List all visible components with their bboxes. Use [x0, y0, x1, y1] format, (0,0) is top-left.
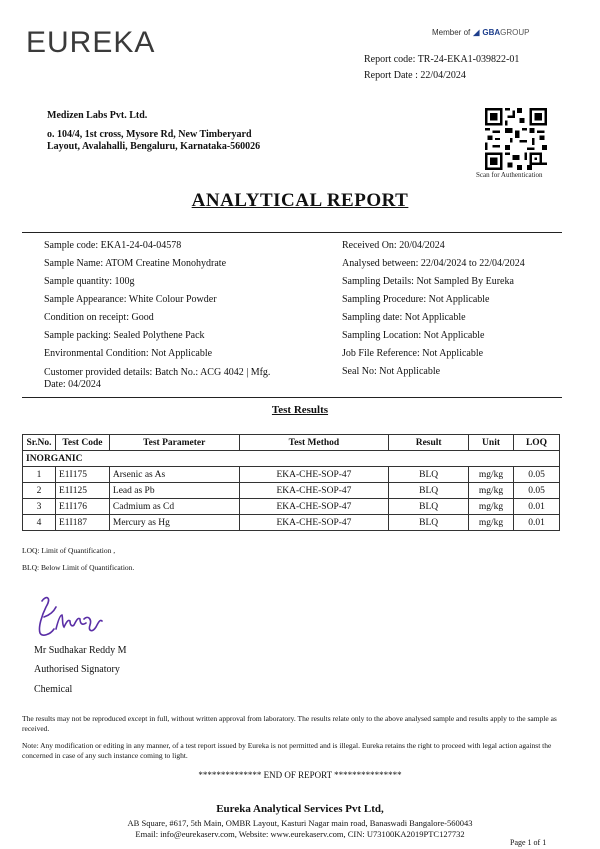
- gba-logo-icon: ◢: [473, 28, 480, 37]
- test-results-title: Test Results: [271, 404, 329, 416]
- cell-result: BLQ: [389, 515, 469, 531]
- client-name: Medizen Labs Pvt. Ltd.: [47, 110, 148, 121]
- cell-loq: 0.01: [514, 515, 560, 531]
- client-address: o. 104/4, 1st cross, Mysore Rd, New Timberyard Layout, Avalahalli, Bengaluru, Karnataka-560026: [47, 129, 261, 152]
- detail-seal-no: Seal No: Not Applicable: [342, 366, 441, 377]
- footer-address: AB Square, #617, 5th Main, OMBR Layout, Kasturi Nagar main road, Banaswadi Bangalore-560043: [127, 818, 473, 828]
- table-row: [23, 467, 560, 483]
- divider-top: [22, 232, 562, 233]
- cell-code: E1I176: [55, 499, 109, 515]
- page-number: Page 1 of 1: [510, 838, 547, 847]
- col-header: Test Method: [239, 435, 389, 451]
- cell-loq: 0.05: [514, 467, 560, 483]
- col-header: Unit: [469, 435, 514, 451]
- cell-code: E1I187: [55, 515, 109, 531]
- col-header: Result: [389, 435, 469, 451]
- detail-sample-quantity: Sample quantity: 100g: [44, 276, 135, 287]
- col-header: LOQ: [514, 435, 560, 451]
- detail-sample-name: Sample Name: ATOM Creatine Monohydrate: [44, 258, 227, 269]
- signature-icon: [32, 593, 112, 641]
- cell-parameter: Arsenic as As: [109, 467, 239, 483]
- detail-sampling-details: Sampling Details: Not Sampled By Eureka: [342, 276, 514, 287]
- signatory-role: Authorised Signatory: [34, 664, 120, 675]
- results-table: [22, 434, 560, 531]
- member-org: GBAGROUP: [482, 28, 530, 37]
- detail-packing: Sample packing: Sealed Polythene Pack: [44, 330, 205, 341]
- group-label: INORGANIC: [23, 451, 560, 467]
- cell-loq: 0.01: [514, 499, 560, 515]
- note-loq: LOQ: Limit of Quantification ,: [22, 546, 116, 555]
- end-of-report: ************** END OF REPORT ***************: [198, 770, 402, 780]
- signatory-dept: Chemical: [34, 684, 73, 695]
- col-header: Test Code: [55, 435, 109, 451]
- cell-method: EKA-CHE-SOP-47: [239, 515, 389, 531]
- cell-unit: mg/kg: [469, 499, 514, 515]
- note-blq: BLQ: Below Limit of Quantification.: [22, 563, 135, 572]
- cell-parameter: Mercury as Hg: [109, 515, 239, 531]
- cell-sr: 3: [23, 499, 56, 515]
- cell-parameter: Lead as Pb: [109, 483, 239, 499]
- disclaimer-note: Note: Any modification or editing in any manner, of a test report issued by Eureka is not permitted and is illegal. Eureka retains the right to proceed with legal action against the concerned in case of any such instance coming to light.: [22, 741, 552, 760]
- group-row: [23, 451, 560, 467]
- member-label: Member of: [432, 28, 471, 37]
- cell-parameter: Cadmium as Cd: [109, 499, 239, 515]
- detail-sampling-procedure: Sampling Procedure: Not Applicable: [342, 294, 490, 305]
- divider-results: [22, 397, 562, 398]
- table-row: [23, 499, 560, 515]
- cell-unit: mg/kg: [469, 467, 514, 483]
- qr-caption: Scan for Authentication: [476, 171, 543, 179]
- detail-sample-appearance: Sample Appearance: White Colour Powder: [44, 294, 217, 305]
- cell-method: EKA-CHE-SOP-47: [239, 483, 389, 499]
- footer-company: Eureka Analytical Services Pvt Ltd,: [216, 803, 384, 815]
- col-header: Test Parameter: [109, 435, 239, 451]
- disclaimer-reproduction: The results may not be reproduced except in full, without written approval from laboratory. The results relate only to the above analysed sample and results apply to the sample as received.: [22, 714, 557, 733]
- report-code: Report code: TR-24-EKA1-039822-01: [364, 54, 520, 65]
- cell-method: EKA-CHE-SOP-47: [239, 499, 389, 515]
- detail-sample-code: Sample code: EKA1-24-04-04578: [44, 240, 182, 251]
- cell-result: BLQ: [389, 499, 469, 515]
- cell-method: EKA-CHE-SOP-47: [239, 467, 389, 483]
- report-title: ANALYTICAL REPORT: [191, 190, 409, 211]
- detail-environment: Environmental Condition: Not Applicable: [44, 348, 213, 359]
- cell-sr: 1: [23, 467, 56, 483]
- cell-code: E1I125: [55, 483, 109, 499]
- table-row: [23, 515, 560, 531]
- signatory-name: Mr Sudhakar Reddy M: [34, 645, 127, 656]
- cell-loq: 0.05: [514, 483, 560, 499]
- cell-unit: mg/kg: [469, 483, 514, 499]
- qr-code-icon[interactable]: [485, 108, 547, 170]
- detail-received-on: Received On: 20/04/2024: [342, 240, 445, 251]
- table-header-row: [23, 435, 560, 451]
- cell-unit: mg/kg: [469, 515, 514, 531]
- detail-condition: Condition on receipt: Good: [44, 312, 154, 323]
- cell-result: BLQ: [389, 483, 469, 499]
- cell-code: E1I175: [55, 467, 109, 483]
- detail-sampling-location: Sampling Location: Not Applicable: [342, 330, 485, 341]
- table-row: [23, 483, 560, 499]
- cell-sr: 2: [23, 483, 56, 499]
- report-date: Report Date : 22/04/2024: [364, 70, 466, 81]
- membership-badge: [432, 28, 530, 37]
- cell-sr: 4: [23, 515, 56, 531]
- detail-sampling-date: Sampling date: Not Applicable: [342, 312, 466, 323]
- footer-contact: Email: info@eurekaserv.com, Website: www.eurekaserv.com, CIN: U73100KA2019PTC127732: [135, 829, 465, 839]
- detail-customer: Customer provided details: Batch No.: ACG 4042 | Mfg. Date: 04/2024: [44, 367, 271, 390]
- eureka-logo: EUREKA: [26, 26, 156, 59]
- cell-result: BLQ: [389, 467, 469, 483]
- detail-job-file: Job File Reference: Not Applicable: [342, 348, 484, 359]
- detail-analysed-between: Analysed between: 22/04/2024 to 22/04/2024: [342, 258, 525, 269]
- col-header: Sr.No.: [23, 435, 56, 451]
